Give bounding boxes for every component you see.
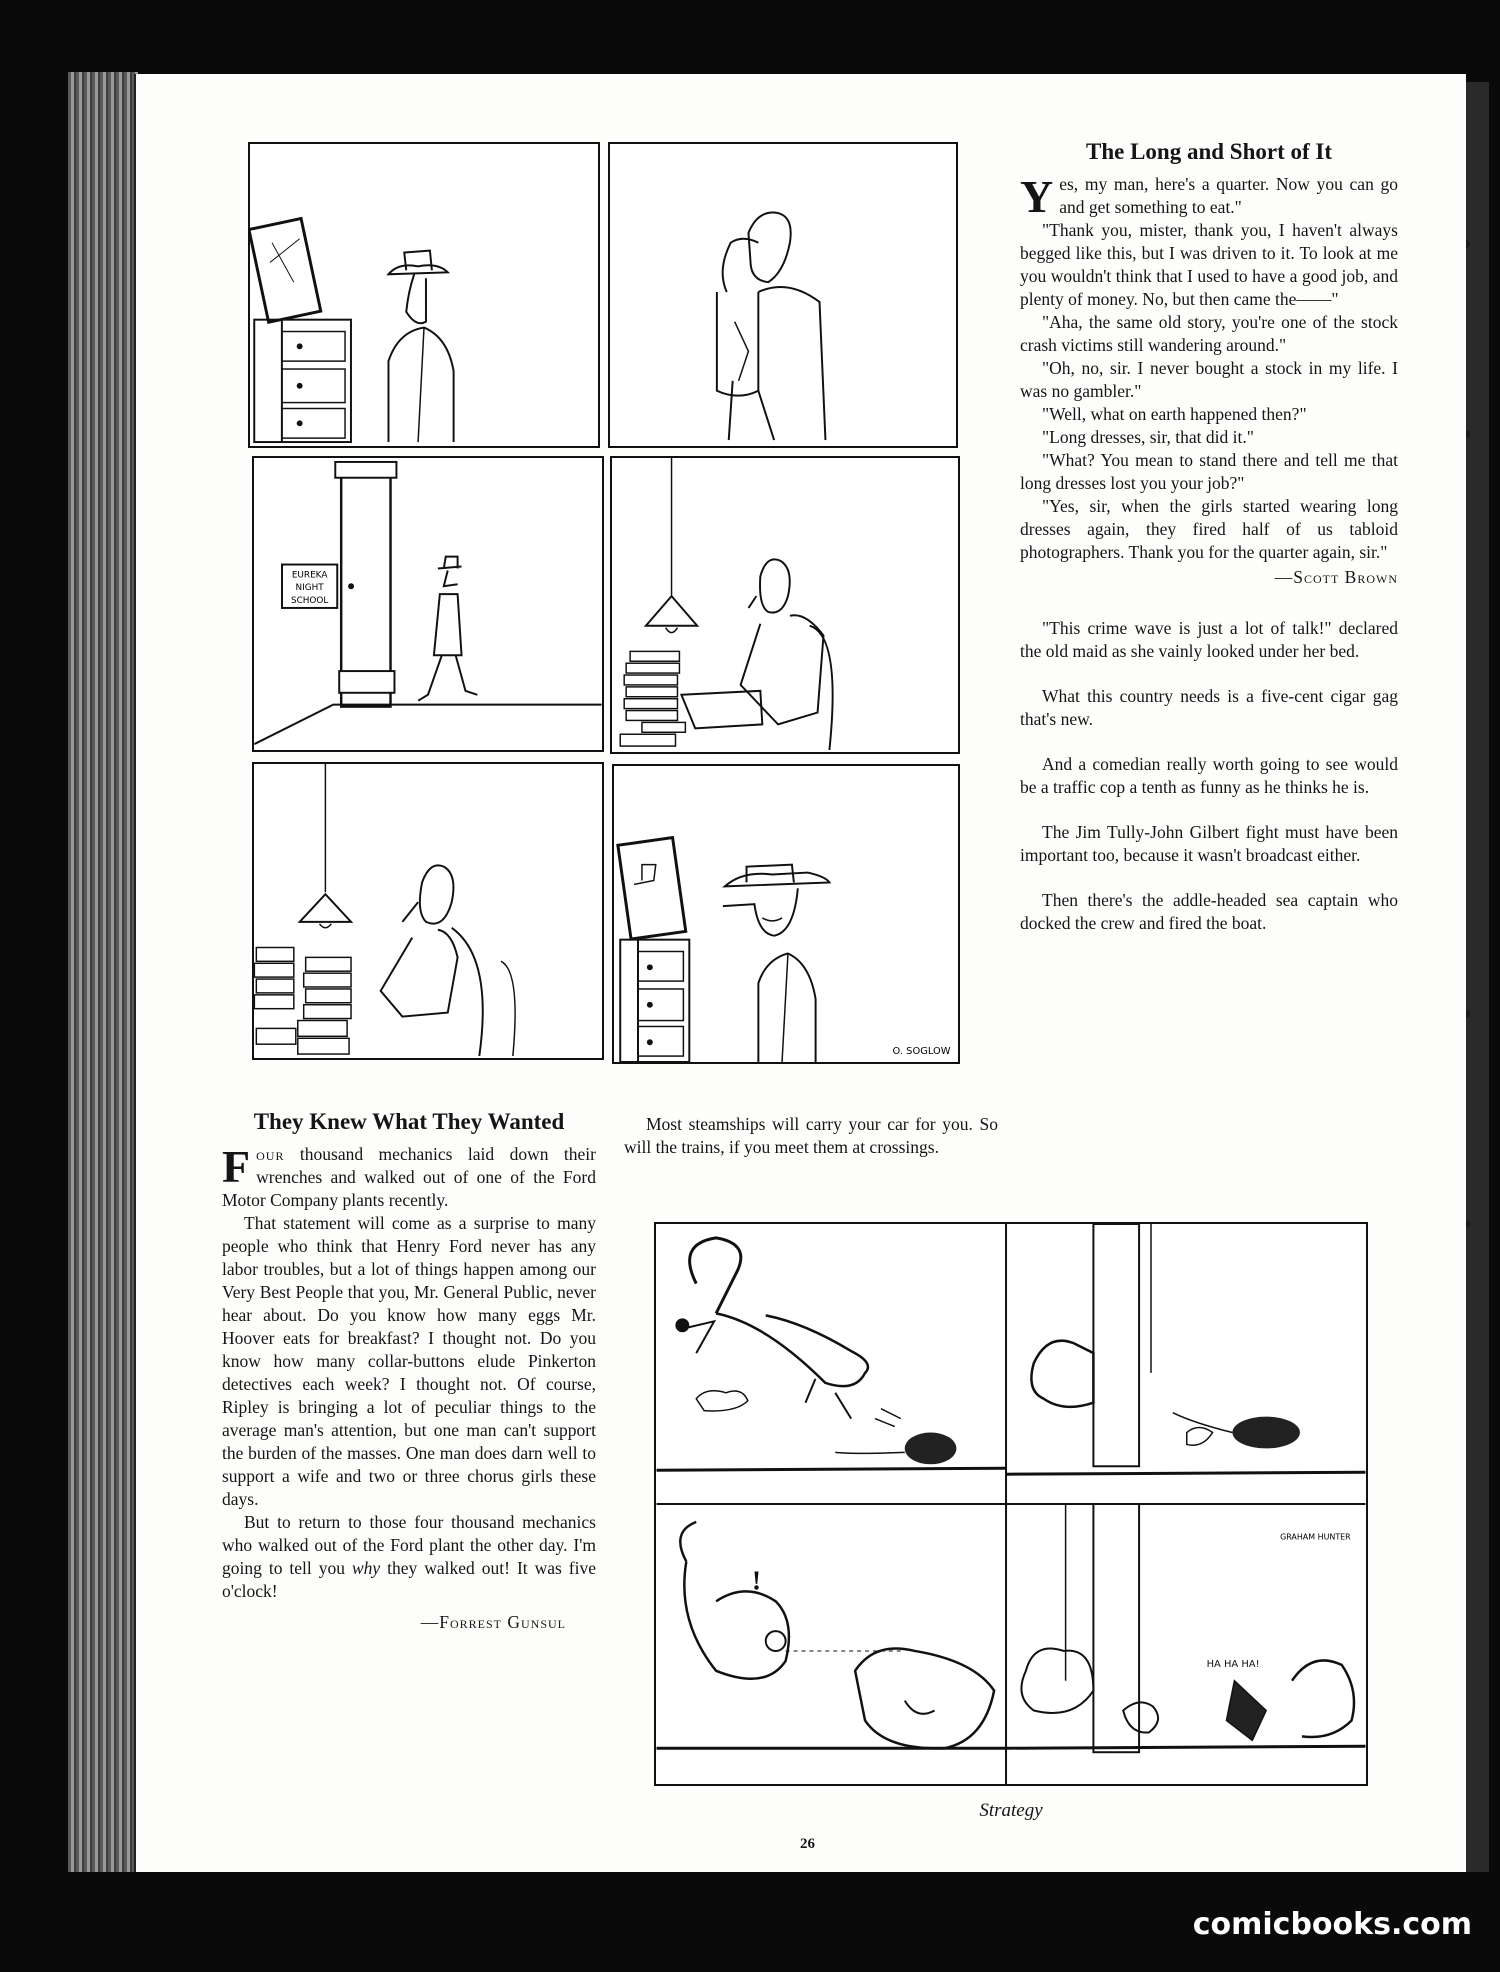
filler-joke: "This crime wave is just a lot of talk!" declared the old maid as she vainly looked under her bed.: [1020, 618, 1398, 661]
small-caps-text: our: [256, 1144, 285, 1164]
comic-panel-3: [252, 456, 604, 752]
comic-caption: Strategy: [979, 1800, 1043, 1821]
article-paragraph: "Thank you, mister, thank you, I haven't always begged like this, but I was driven to it. To look at me you wouldn't think that I used to have a good job, and plenty of money. No, but then came the——": [1020, 220, 1398, 309]
laugh-text: HA HA HA!: [1206, 1658, 1260, 1670]
article-paragraph: [222, 1511, 596, 1603]
article-paragraph: "Well, what on earth happened then?": [1042, 404, 1307, 424]
article-byline: —Scott Brown: [1274, 567, 1398, 587]
middle-filler: [624, 1113, 998, 1159]
panel-3-drawing: [254, 458, 602, 750]
panel-2-drawing: [610, 144, 956, 446]
emphasis-text: why: [351, 1558, 381, 1578]
panel-5-drawing: [254, 764, 602, 1058]
filler-joke: What this country needs is a five-cent cigar gag that's new.: [1020, 686, 1398, 729]
comic-panel-1: [248, 142, 600, 448]
article-paragraph: [222, 1143, 596, 1212]
filler-joke: Most steamships will carry your car for you. So will the trains, if you meet them at crossings.: [624, 1114, 998, 1157]
sign-line-3: SCHOOL: [290, 596, 329, 607]
panel-4-drawing: [612, 458, 958, 752]
paragraph-text: But to return to those four thousand mechanics who walked out of the Ford plant the other day. I'm going to tell you: [222, 1512, 596, 1578]
comic-panel-2: [608, 142, 958, 448]
drop-cap: F: [222, 1141, 251, 1192]
sign-line-1: EUREKA: [291, 570, 328, 581]
svg-text:!: !: [751, 1565, 762, 1597]
paragraph-text: they walked out! It was five o'clock!: [222, 1558, 597, 1601]
article-paragraph: "Aha, the same old story, you're one of the stock crash victims still wandering around.": [1020, 312, 1398, 355]
comic-panel-5: [252, 762, 604, 1060]
drop-cap: Y: [1020, 171, 1054, 222]
watermark: comicbooks.com: [1192, 1907, 1472, 1942]
article-paragraph: "Long dresses, sir, that did it.": [1042, 427, 1254, 447]
page-number: 26: [800, 1836, 815, 1852]
filler-joke: Then there's the addle-headed sea captain who docked the crew and fired the boat.: [1020, 890, 1398, 933]
article-paragraph: "Yes, sir, when the girls started wearing long dresses again, they fired half of us tabloid photographers. Thank you for the quarter again, sir.": [1020, 496, 1398, 562]
comic-panel-6: [612, 764, 960, 1064]
soglow-signature: O. SOGLOW: [892, 1046, 951, 1058]
sign-line-2: NIGHT: [295, 583, 324, 594]
filler-joke: And a comedian really worth going to see would be a traffic cop a tenth as funny as he thinks he is.: [1020, 754, 1398, 797]
article-paragraph: "Oh, no, sir. I never bought a stock in my life. I was no gambler.": [1020, 358, 1398, 401]
article-title: The Long and Short of It: [1085, 139, 1333, 164]
paragraph-text: thousand mechanics laid down their wrenches and walked out of one of the Ford Motor Company plants recently.: [222, 1144, 596, 1210]
strategy-comic: [654, 1222, 1368, 1786]
article-byline: —Forrest Gunsul: [420, 1612, 566, 1632]
article-they-knew: [222, 1110, 596, 1634]
article-paragraph: That statement will come as a surprise to many people who think that Henry Ford never has any labor troubles, but a lot of things happen among our Very Best People that you, Mr. General Public, never hear about. Do you know how many eggs Mr. Hoover eats for breakfast? I thought not. Do you know how many collar-buttons elude Pinkerton detectives each week? I thought not. Of course, Ripley is bringing a lot of peculiar things to the average man's attention, but one man can't support the burden of the masses. One man does darn well to support a wife and two or three chorus girls these days.: [222, 1213, 596, 1509]
panel-6-drawing: [614, 766, 958, 1062]
article-long-and-short: [1020, 140, 1398, 935]
article-title: They Knew What They Wanted: [253, 1109, 565, 1134]
hunter-signature: GRAHAM HUNTER: [1280, 1532, 1351, 1542]
filler-joke: The Jim Tully-John Gilbert fight must have been important too, because it wasn't broadcast either.: [1020, 822, 1398, 865]
panel-1-drawing: [250, 144, 598, 446]
comic-panel-4: [610, 456, 960, 754]
article-paragraph: [1020, 171, 1398, 222]
strategy-comic-drawing: [656, 1224, 1366, 1784]
paragraph-text: es, my man, here's a quarter. Now you can go and get something to eat.": [1059, 174, 1398, 217]
article-paragraph: "What? You mean to stand there and tell me that long dresses lost you your job?": [1020, 450, 1398, 493]
page-stack-edges: [68, 72, 138, 1872]
